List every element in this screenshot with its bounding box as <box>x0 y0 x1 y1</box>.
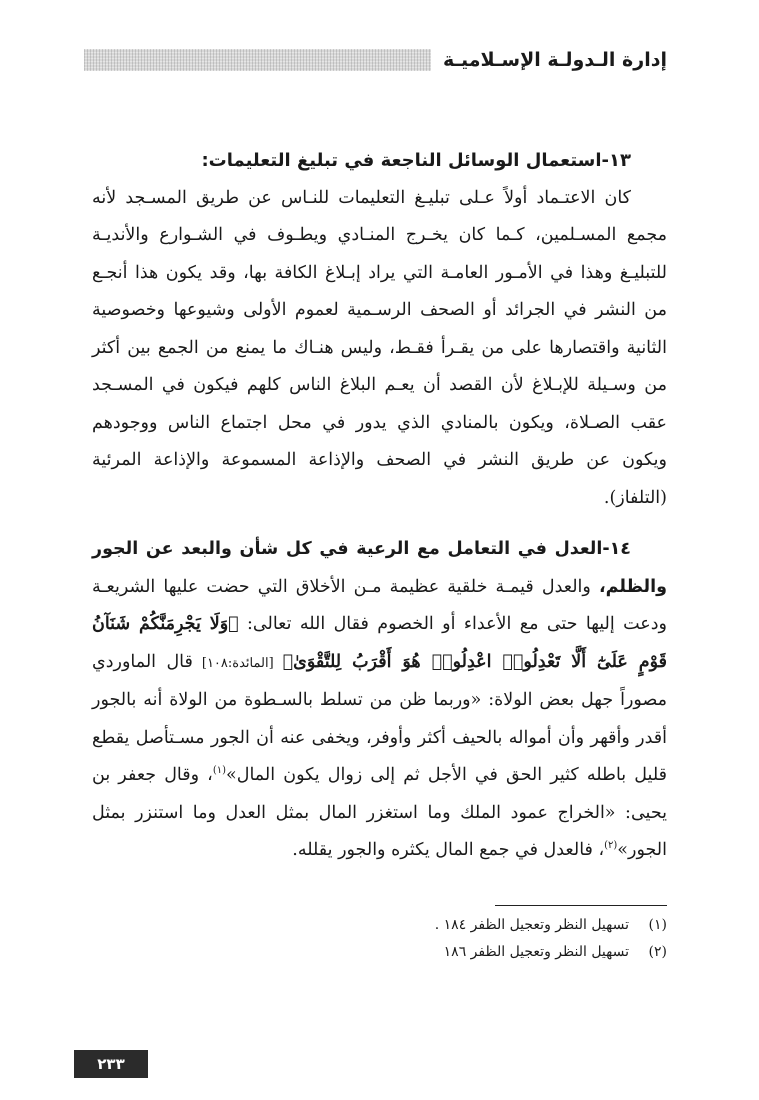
running-header <box>84 40 667 80</box>
section-14-text-before-quran: والعدل قيمـة خلقية عظيمة مـن الأخلاق التي حضت عليها الشريعـة ودعت إليها حتى مع الأعداء أو الخصوم فقال الله تعالى: <box>92 576 667 634</box>
quran-reference: [المائدة:١٠٨] <box>192 655 283 671</box>
section-13-heading: ١٣-استعمال الوسائل الناجعة في تبليغ التعليمات: <box>201 150 631 171</box>
footnote-2 <box>92 939 667 966</box>
section-14-text-end: ، فالعدل في جمع المال يكثره والجور يقلله. <box>292 840 605 860</box>
page-body <box>92 142 667 870</box>
section-13-paragraph: كان الاعتـماد أولاً عـلى تبليـغ التعليمات للنـاس عن طريق المسـجد لأنه مجمع المسـلمين، كـما كان يخـرج المنـادي ويطـوف في الشـوارع والأنديـة للتبليـغ وهذا في الأمـور العامـة التي يراد إبـلاغ الكافة بها، وقد يكون هذا أنجـع من النشر في الجرائد أو الصحف الرسـمية لعموم الأولى وشيوعها وخصوصية الثانية واقتصارها على من يقـرأ فقـط، وليس هنـاك ما يمنع من الجمع بين أكثر من وسـيلة للإبـلاغ لأن القصد أن يعـم البلاغ الناس كلهم فيكون في المسـجد عقب الصـلاة، ويكون بالمنادي الذي يدور في محل اجتماع الناس ووجودهم ويكون عن طريق النشر في الصحف والإذاعة المسموعة والإذاعة المرئية (التلفاز). <box>92 187 667 508</box>
section-14-heading: ١٤-العدل في التعامل مع الرعية في كل شأن والبعد عن الجور والظلم، <box>92 539 667 597</box>
running-header-title: إدارة الـدولـة الإسـلاميـة <box>442 49 667 71</box>
header-decorative-band <box>84 49 431 71</box>
footnote-1-text: تسهيل النظر وتعجيل الظفر ١٨٤ . <box>434 917 629 933</box>
footnote-1 <box>92 912 667 939</box>
footnote-1-number: (١) <box>648 917 667 933</box>
section-14-text-after-quran: قال الماوردي مصوراً جهل بعض الولاة: «وربما ظن من تسلط بالسـطوة من الولاة أنه بالجور أقدر وأقهر وأن أمواله بالحيف أكثر وأوفر، ويخفى عنه أن الجور مسـتأصل يقطع قليل باطله كثير الحق في الأجل ثم إلى زوال يكون المال» <box>92 651 667 785</box>
footnotes <box>92 912 667 966</box>
footnote-marker-2[interactable]: (٢) <box>604 840 618 852</box>
footnote-2-text: تسهيل النظر وتعجيل الظفر ١٨٦ <box>443 944 629 960</box>
footnote-marker-1[interactable]: (١) <box>212 765 227 777</box>
quran-verse: ﴿وَلَا يَجْرِمَنَّكُمْ شَنَآنُ قَوْمٍ عَلَىٰٓ أَلَّا تَعْدِلُوا۟ اعْدِلُوا۟ هُوَ أَقْرَبُ لِلتَّقْوَىٰ﴾ <box>92 614 668 672</box>
footnote-2-number: (٢) <box>648 944 667 960</box>
footnote-separator <box>495 905 667 906</box>
section-14-paragraph <box>92 531 667 870</box>
section-14-text-mid: ، وقال جعفر بن يحيى: «الخراج عمود الملك وما استغزر المال بمثل العدل وما استنزر بمثل الجور» <box>92 765 667 860</box>
page-number: ٢٣٣ <box>74 1050 148 1078</box>
